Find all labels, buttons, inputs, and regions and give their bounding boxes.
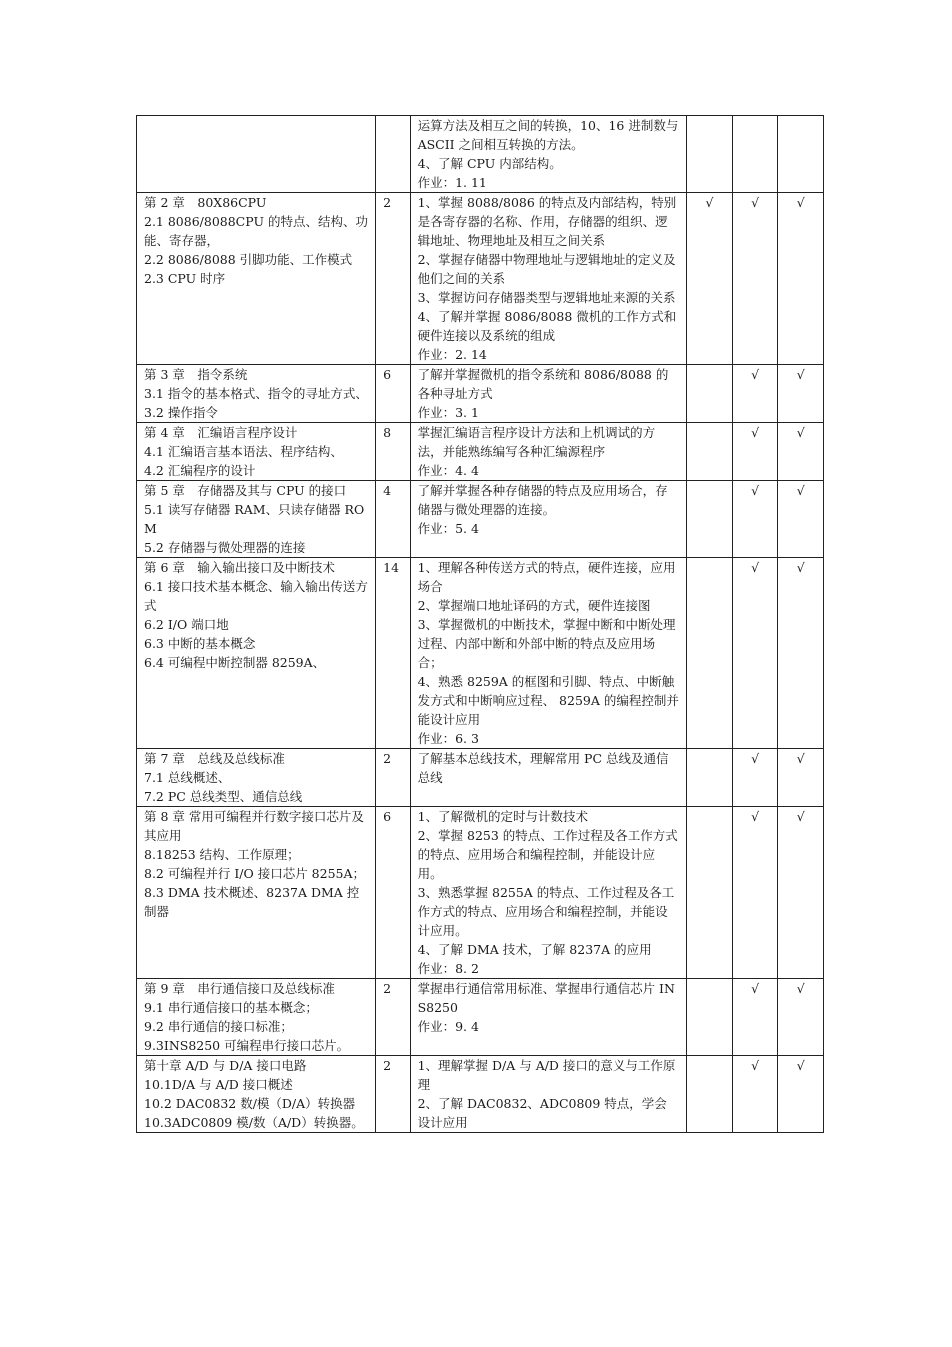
chapter-line: 6.1 接口技术基本概念、输入输出传送方式	[144, 579, 368, 613]
requirement-line: 4、了解 CPU 内部结构。	[417, 156, 562, 171]
check-cell-3: √	[778, 365, 824, 423]
hours-cell: 14	[376, 558, 410, 749]
check-cell-3: √	[778, 749, 824, 807]
check-cell-1	[687, 558, 733, 749]
chapter-line: 第十章 A/D 与 D/A 接口电路	[144, 1058, 307, 1073]
requirements-cell	[410, 481, 687, 558]
hours-cell: 6	[376, 365, 410, 423]
requirement-line: 掌握汇编语言程序设计方法和上机调试的方法，并能熟练编写各种汇编源程序	[417, 425, 656, 459]
requirements-cell	[410, 558, 687, 749]
requirement-line: 掌握串行通信常用标准、掌握串行通信芯片 INS8250	[417, 981, 675, 1015]
check-cell-2: √	[732, 749, 778, 807]
requirement-line: 2、了解 DAC0832、ADC0809 特点，学会设计应用	[417, 1096, 667, 1130]
requirements-cell	[410, 807, 687, 979]
check-cell-1	[687, 116, 733, 193]
check-cell-3: √	[778, 193, 824, 365]
chapter-line: 2.2 8086/8088 引脚功能、工作模式	[144, 252, 353, 267]
chapter-line: 第 3 章 指令系统	[144, 367, 248, 382]
check-cell-3: √	[778, 423, 824, 481]
requirement-line: 4、了解并掌握 8086/8088 微机的工作方式和硬件连接以及系统的组成	[417, 309, 677, 343]
chapter-cell	[137, 365, 376, 423]
chapter-line: 5.2 存储器与微处理器的连接	[144, 540, 306, 555]
check-cell-2: √	[732, 423, 778, 481]
chapter-cell	[137, 116, 376, 193]
check-cell-1	[687, 807, 733, 979]
chapter-line: 7.2 PC 总线类型、通信总线	[144, 789, 303, 804]
chapter-line: 9.3INS8250 可编程串行接口芯片。	[144, 1038, 350, 1053]
chapter-line: 2.3 CPU 时序	[144, 271, 226, 286]
requirements-cell	[410, 116, 687, 193]
check-cell-1	[687, 1056, 733, 1133]
table-row	[137, 979, 824, 1056]
check-cell-2: √	[732, 807, 778, 979]
check-cell-3	[778, 116, 824, 193]
chapter-cell	[137, 193, 376, 365]
check-cell-1	[687, 365, 733, 423]
requirement-line: 作业：2. 14	[417, 347, 487, 362]
check-cell-3: √	[778, 1056, 824, 1133]
hours-cell: 4	[376, 481, 410, 558]
check-cell-3: √	[778, 979, 824, 1056]
chapter-cell	[137, 481, 376, 558]
requirement-line: 1、理解各种传送方式的特点，硬件连接，应用场合	[417, 560, 676, 594]
chapter-line: 第 8 章 常用可编程并行数字接口芯片及其应用	[144, 809, 364, 843]
hours-cell: 2	[376, 1056, 410, 1133]
chapter-line: 第 5 章 存储器及其与 CPU 的接口	[144, 483, 347, 498]
requirement-line: 3、掌握微机的中断技术，掌握中断和中断处理过程、内部中断和外部中断的特点及应用场合；	[417, 617, 676, 670]
check-cell-3: √	[778, 807, 824, 979]
chapter-line: 6.3 中断的基本概念	[144, 636, 256, 651]
chapter-line: 2.1 8086/8088CPU 的特点、结构、功能、寄存器，	[144, 214, 368, 248]
chapter-line: 10.2 DAC0832 数/模（D/A）转换器	[144, 1096, 356, 1111]
requirement-line: 运算方法及相互之间的转换，10、16 进制数与 ASCII 之间相互转换的方法。	[417, 118, 683, 152]
check-cell-3: √	[778, 481, 824, 558]
check-cell-2: √	[732, 979, 778, 1056]
requirement-line: 1、了解微机的定时与计数技术	[417, 809, 589, 824]
chapter-line: 3.1 指令的基本格式、指令的寻址方式、	[144, 386, 368, 401]
check-cell-2: √	[732, 481, 778, 558]
requirement-line: 作业：4. 4	[417, 463, 479, 478]
chapter-line: 10.1D/A 与 A/D 接口概述	[144, 1077, 293, 1092]
requirement-line: 了解并掌握微机的指令系统和 8086/8088 的各种寻址方式	[417, 367, 669, 401]
chapter-cell	[137, 1056, 376, 1133]
requirements-cell	[410, 193, 687, 365]
chapter-line: 第 9 章 串行通信接口及总线标准	[144, 981, 335, 996]
chapter-line: 7.1 总线概述、	[144, 770, 231, 785]
chapter-line: 8.18253 结构、工作原理；	[144, 847, 300, 862]
chapter-cell	[137, 749, 376, 807]
chapter-line: 3.2 操作指令	[144, 405, 218, 420]
requirement-line: 作业：5. 4	[417, 521, 479, 536]
chapter-line: 8.3 DMA 技术概述、8237A DMA 控制器	[144, 885, 360, 919]
table-row	[137, 558, 824, 749]
check-cell-1	[687, 423, 733, 481]
chapter-line: 9.1 串行通信接口的基本概念；	[144, 1000, 318, 1015]
hours-cell: 6	[376, 807, 410, 979]
table-row	[137, 481, 824, 558]
check-cell-2	[732, 116, 778, 193]
check-cell-2: √	[732, 193, 778, 365]
chapter-cell	[137, 423, 376, 481]
table-row	[137, 749, 824, 807]
requirement-line: 2、掌握 8253 的特点、工作过程及各工作方式的特点、应用场合和编程控制，并能设计应用。	[417, 828, 678, 881]
table-row	[137, 365, 824, 423]
hours-cell: 2	[376, 749, 410, 807]
check-cell-2: √	[732, 365, 778, 423]
requirement-line: 作业：3. 1	[417, 405, 479, 420]
check-cell-1: √	[687, 193, 733, 365]
table-row	[137, 116, 824, 193]
requirement-line: 作业：1. 11	[417, 175, 487, 190]
requirement-line: 了解基本总线技术，理解常用 PC 总线及通信总线	[417, 751, 669, 785]
hours-cell: 8	[376, 423, 410, 481]
table-row	[137, 423, 824, 481]
requirements-cell	[410, 1056, 687, 1133]
check-cell-3: √	[778, 558, 824, 749]
chapter-line: 6.4 可编程中断控制器 8259A、	[144, 655, 326, 670]
chapter-line: 9.2 串行通信的接口标准；	[144, 1019, 293, 1034]
chapter-line: 6.2 I/O 端口地	[144, 617, 229, 632]
chapter-line: 10.3ADC0809 模/数（A/D）转换器。	[144, 1115, 364, 1130]
table-row	[137, 1056, 824, 1133]
requirement-line: 2、掌握端口地址译码的方式，硬件连接图	[417, 598, 651, 613]
requirement-line: 作业：8. 2	[417, 961, 479, 976]
requirement-line: 4、熟悉 8259A 的框图和引脚、特点、中断触发方式和中断响应过程、 8259A 的编程控制并能设计应用	[417, 674, 679, 727]
chapter-cell	[137, 558, 376, 749]
hours-cell	[376, 116, 410, 193]
chapter-cell	[137, 979, 376, 1056]
requirement-line: 3、熟悉掌握 8255A 的特点、工作过程及各工作方式的特点、应用场合和编程控制，并能设计应用。	[417, 885, 675, 938]
chapter-line: 5.1 读写存储器 RAM、只读存储器 ROM	[144, 502, 365, 536]
requirement-line: 了解并掌握各种存储器的特点及应用场合，存储器与微处理器的连接。	[417, 483, 668, 517]
chapter-line: 第 4 章 汇编语言程序设计	[144, 425, 298, 440]
chapter-line: 4.2 汇编程序的设计	[144, 463, 256, 478]
syllabus-table-body	[137, 116, 824, 1133]
requirement-line: 2、掌握存储器中物理地址与逻辑地址的定义及他们之间的关系	[417, 252, 676, 286]
check-cell-1	[687, 979, 733, 1056]
requirements-cell	[410, 423, 687, 481]
check-cell-1	[687, 749, 733, 807]
chapter-line: 第 6 章 输入输出接口及中断技术	[144, 560, 335, 575]
hours-cell: 2	[376, 193, 410, 365]
requirement-line: 4、了解 DMA 技术，了解 8237A 的应用	[417, 942, 652, 957]
requirements-cell	[410, 365, 687, 423]
table-row	[137, 807, 824, 979]
check-cell-2: √	[732, 1056, 778, 1133]
chapter-line: 第 2 章 80X86CPU	[144, 195, 267, 210]
requirement-line: 作业：9. 4	[417, 1019, 479, 1034]
table-row	[137, 193, 824, 365]
requirement-line: 1、理解掌握 D/A 与 A/D 接口的意义与工作原理	[417, 1058, 676, 1092]
chapter-line: 8.2 可编程并行 I/O 接口芯片 8255A；	[144, 866, 366, 881]
chapter-line: 第 7 章 总线及总线标准	[144, 751, 285, 766]
requirement-line: 作业：6. 3	[417, 731, 479, 746]
check-cell-2: √	[732, 558, 778, 749]
requirements-cell	[410, 979, 687, 1056]
requirement-line: 3、掌握访问存储器类型与逻辑地址来源的关系	[417, 290, 676, 305]
chapter-line: 4.1 汇编语言基本语法、程序结构、	[144, 444, 343, 459]
requirements-cell	[410, 749, 687, 807]
hours-cell: 2	[376, 979, 410, 1056]
chapter-cell	[137, 807, 376, 979]
syllabus-table	[136, 115, 824, 1133]
check-cell-1	[687, 481, 733, 558]
requirement-line: 1、掌握 8088/8086 的特点及内部结构，特别是各寄存器的名称、作用，存储器的组织、逻辑地址、物理地址及相互之间关系	[417, 195, 677, 248]
